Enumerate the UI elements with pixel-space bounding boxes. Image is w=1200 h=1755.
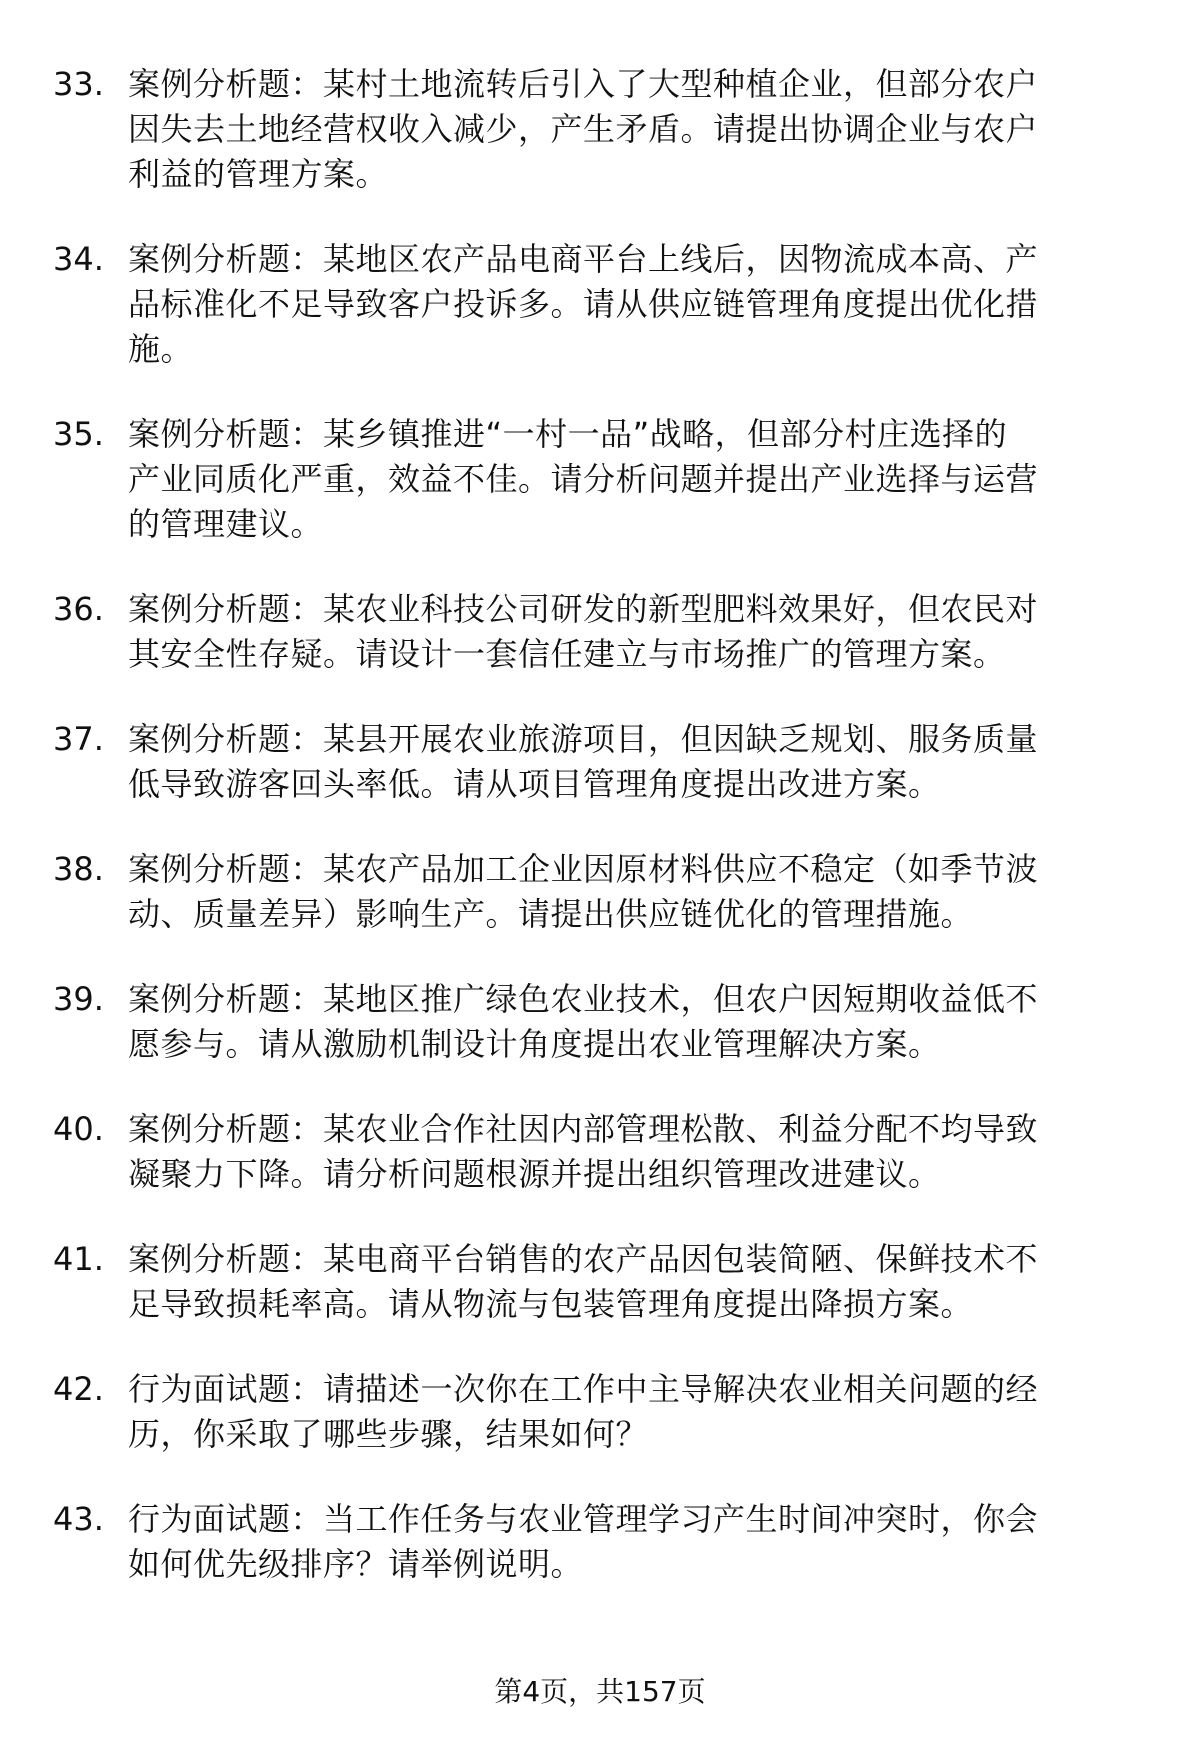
question-list [53, 62, 1153, 1627]
question-line: 利益的管理方案。 [128, 155, 389, 193]
question-number: 37. [53, 720, 104, 758]
question-line: 低导致游客回头率低。请从项目管理角度提出改进方案。 [128, 765, 941, 803]
question-line: 案例分析题：某乡镇推进“一村一品”战略，但部分村庄选择的 [128, 415, 1008, 453]
question-item [53, 62, 1153, 197]
question-item [53, 717, 1153, 807]
question-text [128, 587, 1153, 677]
question-line: 案例分析题：某村土地流转后引入了大型种植企业，但部分农户 [128, 65, 1039, 103]
question-item [53, 977, 1153, 1067]
question-line: 案例分析题：某农业科技公司研发的新型肥料效果好，但农民对 [128, 590, 1039, 628]
question-text [128, 1237, 1153, 1327]
question-line: 案例分析题：某农产品加工企业因原材料供应不稳定（如季节波 [128, 850, 1039, 888]
question-number: 38. [53, 850, 104, 888]
question-number: 41. [53, 1240, 104, 1278]
question-number: 39. [53, 980, 104, 1018]
question-line: 如何优先级排序？请举例说明。 [128, 1545, 584, 1583]
question-item [53, 1107, 1153, 1197]
question-item [53, 237, 1153, 372]
question-item [53, 1367, 1153, 1457]
question-line: 历，你采取了哪些步骤，结果如何？ [128, 1415, 649, 1453]
question-line: 动、质量差异）影响生产。请提出供应链优化的管理措施。 [128, 895, 974, 933]
question-text [128, 412, 1153, 547]
question-number: 42. [53, 1370, 104, 1408]
question-line: 愿参与。请从激励机制设计角度提出农业管理解决方案。 [128, 1025, 941, 1063]
question-line: 案例分析题：某地区推广绿色农业技术，但农户因短期收益低不 [128, 980, 1039, 1018]
question-item [53, 1497, 1153, 1587]
question-line: 案例分析题：某地区农产品电商平台上线后，因物流成本高、产 [128, 240, 1039, 278]
question-line: 其安全性存疑。请设计一套信任建立与市场推广的管理方案。 [128, 635, 1006, 673]
question-line: 产业同质化严重，效益不佳。请分析问题并提出产业选择与运营 [128, 460, 1039, 498]
question-number: 33. [53, 65, 104, 103]
question-line: 案例分析题：某县开展农业旅游项目，但因缺乏规划、服务质量 [128, 720, 1039, 758]
question-line: 足导致损耗率高。请从物流与包装管理角度提出降损方案。 [128, 1285, 974, 1323]
question-item [53, 1237, 1153, 1327]
page-footer: 第4页，共157页 [494, 1675, 706, 1708]
question-line: 品标准化不足导致客户投诉多。请从供应链管理角度提出优化措 [128, 285, 1039, 323]
question-line: 行为面试题：当工作任务与农业管理学习产生时间冲突时，你会 [128, 1500, 1039, 1538]
question-line: 凝聚力下降。请分析问题根源并提出组织管理改进建议。 [128, 1155, 941, 1193]
question-number: 35. [53, 415, 104, 453]
question-text [128, 1367, 1153, 1457]
question-number: 40. [53, 1110, 104, 1148]
question-text [128, 717, 1153, 807]
question-line: 的管理建议。 [128, 505, 324, 543]
question-text [128, 1497, 1153, 1587]
question-text [128, 237, 1153, 372]
question-number: 36. [53, 590, 104, 628]
question-line: 因失去土地经营权收入减少，产生矛盾。请提出协调企业与农户 [128, 110, 1039, 148]
question-number: 34. [53, 240, 104, 278]
question-line: 案例分析题：某电商平台销售的农产品因包装简陋、保鲜技术不 [128, 1240, 1039, 1278]
question-number: 43. [53, 1500, 104, 1538]
question-text [128, 1107, 1153, 1197]
question-line: 施。 [128, 330, 194, 368]
question-text [128, 62, 1153, 197]
question-item [53, 587, 1153, 677]
question-line: 案例分析题：某农业合作社因内部管理松散、利益分配不均导致 [128, 1110, 1039, 1148]
question-item [53, 847, 1153, 937]
question-item [53, 412, 1153, 547]
question-line: 行为面试题：请描述一次你在工作中主导解决农业相关问题的经 [128, 1370, 1039, 1408]
question-text [128, 847, 1153, 937]
question-text [128, 977, 1153, 1067]
